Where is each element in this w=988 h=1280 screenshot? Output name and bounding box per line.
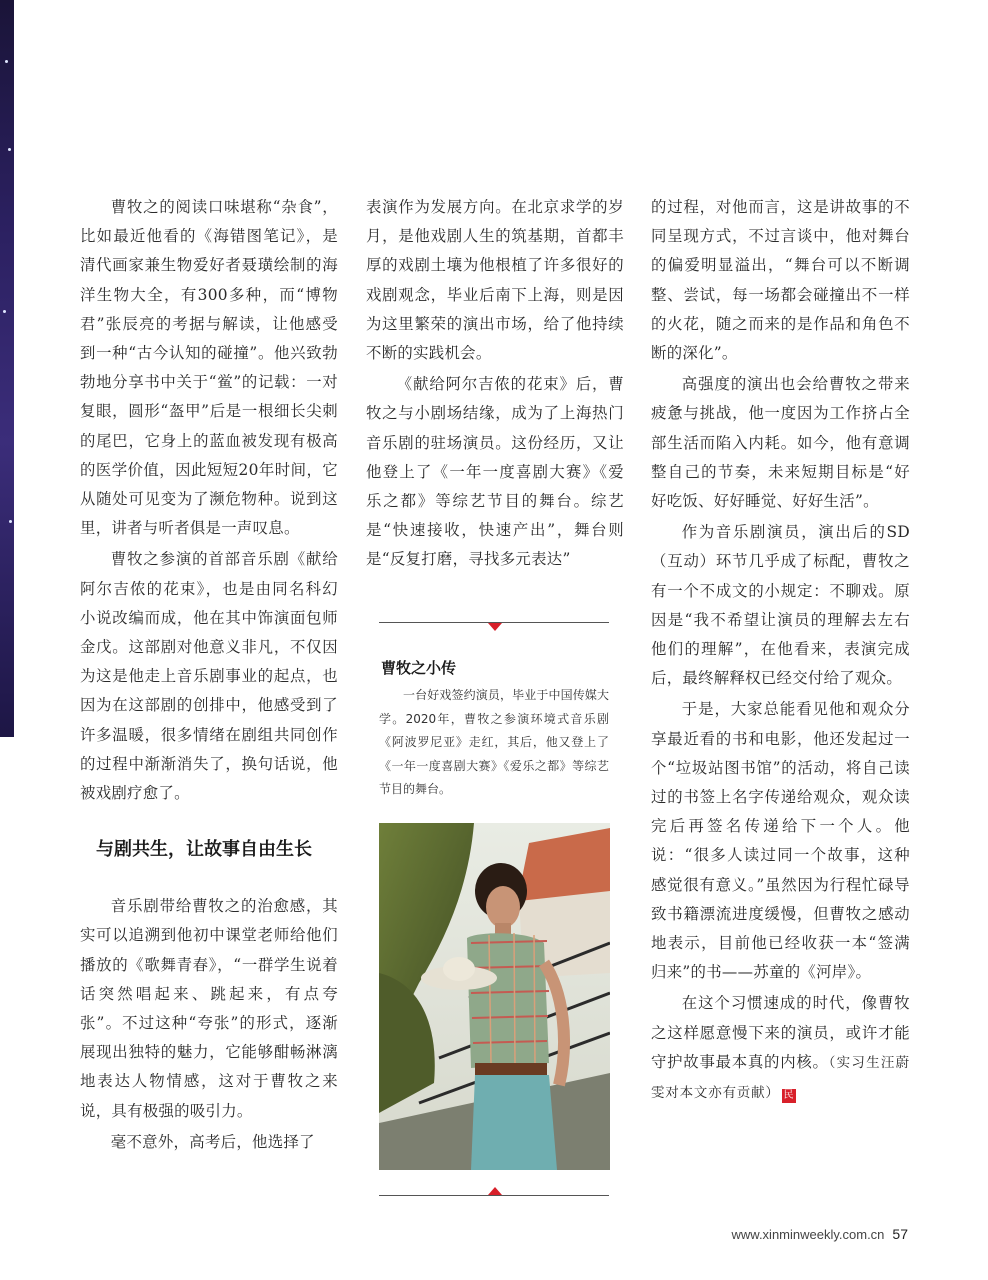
bottom-divider bbox=[379, 1195, 609, 1196]
paragraph: 于是，大家总能看见他和观众分享最近看的书和电影，他还发起过一个“垃圾站图书馆”的活动，将自己读过的书签上名字传递给观众，观众读完后再签名传递给下一个人。他说：“很多人读过同一个故事，这种感觉很有意义。”虽然因为行程忙碌导致书籍漂流进度缓慢，但曹牧之感动地表示，目前他已经收获一本“签满归来”的书——苏童的《河岸》。 bbox=[651, 700, 910, 982]
previous-page-edge bbox=[0, 0, 14, 737]
bio-text: 一台好戏签约演员，毕业于中国传媒大学。2020年，曹牧之参演环境式音乐剧《阿波罗尼亚》走红，其后，他又登上了《一年一度喜剧大赛》《爱乐之都》等综艺节目的舞台。 bbox=[379, 688, 609, 796]
article-column-2 bbox=[366, 193, 624, 575]
article-column-1 bbox=[80, 193, 338, 1157]
paragraph: 的过程，对他而言，这是讲故事的不同呈现方式，不过言谈中，他对舞台的偏爱明显溢出，“舞台可以不断调整、尝试，每一场都会碰撞出不一样的火花，随之而来的是作品和角色不断的深化”。 bbox=[651, 198, 910, 363]
paragraph: 曹牧之的阅读口味堪称“杂食”，比如最近他看的《海错图笔记》，是清代画家兼生物爱好者聂璜绘制的海洋生物大全，有300多种，而“博物君”张辰亮的考据与解读，让他感受到一种“古今认知的碰撞”。他兴致勃勃地分享书中关于“鲎”的记载：一对复眼，圆形“盔甲”后是一根细长尖刺的尾巴，它身上的蓝血被发现有极高的医学价值，因此短短20年时间，它从随处可见变为了濒危物种。说到这里，讲者与听者俱是一声叹息。 bbox=[80, 198, 338, 538]
bio-sidebar bbox=[379, 622, 609, 802]
paragraph bbox=[651, 989, 910, 1108]
triangle-marker-icon bbox=[488, 623, 502, 631]
paragraph: 曹牧之参演的首部音乐剧《献给阿尔吉侬的花束》，也是由同名科幻小说改编而成，他在其中饰演面包师金戊。这部剧对他意义非凡，不仅因为这是他走上音乐剧事业的起点，也因为在这部剧的创排中，他感受到了许多温暖，很多情绪在剧组共同创作的过程中渐渐消失了，换句话说，他被戏剧疗愈了。 bbox=[80, 550, 338, 803]
page-footer bbox=[732, 1226, 909, 1242]
end-mark-icon: 民 bbox=[783, 1090, 794, 1102]
paragraph: 音乐剧带给曹牧之的治愈感，其实可以追溯到他初中课堂老师给他们播放的《歌舞青春》，“一群学生说着话突然唱起来、跳起来，有点夸张”。不过这种“夸张”的形式，逐渐展现出独特的魅力，它能够酣畅淋漓地表达人物情感，这对于曹牧之来说，具有极强的吸引力。 bbox=[80, 897, 338, 1120]
paragraph: 表演作为发展方向。在北京求学的岁月，是他戏剧人生的筑基期，首都丰厚的戏剧土壤为他根植了许多很好的戏剧观念，毕业后南下上海，则是因为这里繁荣的演出市场，给了他持续不断的实践机会。 bbox=[366, 198, 624, 363]
bio-title: 曹牧之小传 bbox=[381, 659, 457, 677]
paragraph: 《献给阿尔吉侬的花束》后，曹牧之与小剧场结缘，成为了上海热门音乐剧的驻场演员。这份经历，又让他登上了《一年一度喜剧大赛》《爱乐之都》等综艺节目的舞台。综艺是“快速接收，快速产出”，舞台则是“反复打磨，寻找多元表达” bbox=[366, 375, 624, 569]
website-url[interactable]: www.xinminweekly.com.cn bbox=[731, 1227, 885, 1242]
closing-text: 在这个习惯速成的时代，像曹牧之这样愿意慢下来的演员，或许才能守护故事最本真的内核。 bbox=[651, 994, 910, 1071]
section-heading: 与剧共生，让故事自由生长 bbox=[96, 839, 312, 861]
paragraph: 作为音乐剧演员，演出后的SD（互动）环节几乎成了标配，曹牧之有一个不成文的小规定：不聊戏。原因是“我不希望让演员的理解去左右他们的理解”，在他看来，表演完成后，最终解释权已经交付给了观众。 bbox=[651, 523, 910, 688]
top-divider bbox=[379, 622, 609, 623]
triangle-marker-icon bbox=[488, 1187, 502, 1195]
page-number: 57 bbox=[892, 1226, 908, 1242]
article-column-3 bbox=[651, 193, 910, 1108]
paragraph: 毫不意外，高考后，他选择了 bbox=[110, 1132, 315, 1151]
paragraph: 高强度的演出也会给曹牧之带来疲惫与挑战，他一度因为工作挤占全部生活而陷入内耗。如今，他有意调整自己的节奏，未来短期目标是“好好吃饭、好好睡觉、好好生活”。 bbox=[651, 375, 910, 511]
portrait-photo bbox=[379, 823, 610, 1170]
bottom-rule-wrap bbox=[379, 1195, 609, 1196]
contributor-credit: （实习生汪蔚雯对本文亦有贡献） bbox=[651, 1054, 910, 1102]
